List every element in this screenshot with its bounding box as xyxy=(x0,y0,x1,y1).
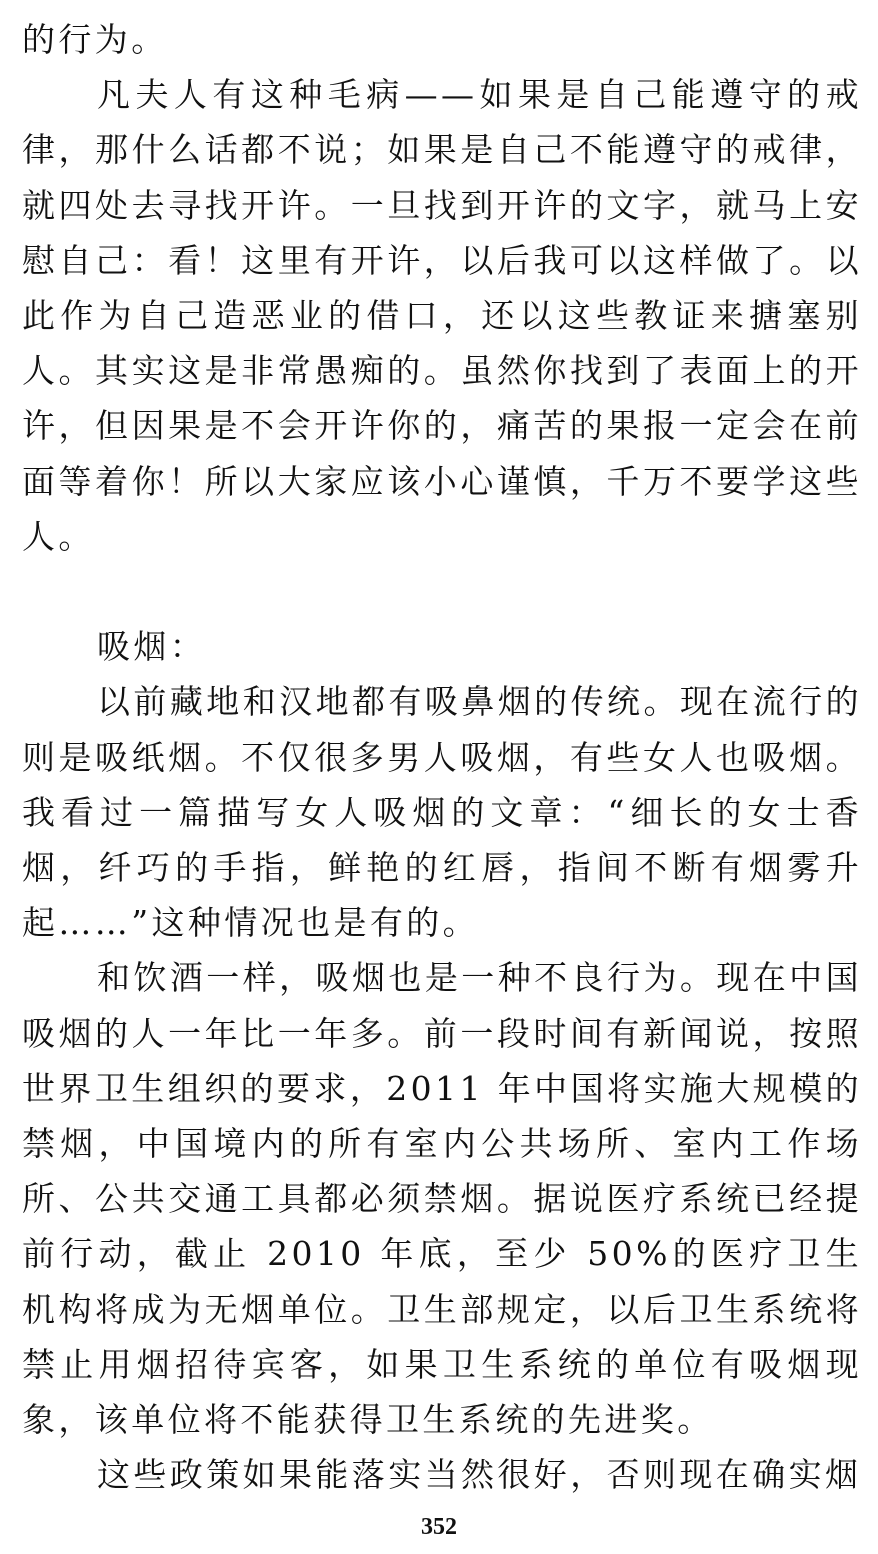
section-heading-smoking: 吸烟： xyxy=(97,627,207,667)
paragraph-snuff-tradition: 以前藏地和汉地都有吸鼻烟的传统。现在流行的则是吸纸烟。不仅很多男人吸烟，有些女人也吸烟。我看过一篇描写女人吸烟的文章：“细长的女士香烟，纤巧的手指，鲜艳的红唇，指间不断有烟雾升起……”这种情况也是有的。 xyxy=(22,682,862,943)
body-text xyxy=(22,12,862,1502)
paragraph-smoking-policy: 和饮酒一样，吸烟也是一种不良行为。现在中国吸烟的人一年比一年多。前一段时间有新闻说，按照世界卫生组织的要求，2011 年中国将实施大规模的禁烟，中国境内的所有室内公共场所、室内工作场所、公共交通工具都必须禁烟。据说医疗系统已经提前行动，截止 2010 年底，至少 50%的医疗卫生机构将成为无烟单位。卫生部规定，以后卫生系统将禁止用烟招待宾客，如果卫生系统的单位有吸烟现象，该单位将不能获得卫生系统的先进奖。 xyxy=(22,958,862,1440)
paragraph-continuation: 的行为。 xyxy=(22,20,168,59)
section-gap xyxy=(22,564,862,619)
page-number: 352 xyxy=(421,1514,457,1540)
paragraph-policy-outcome: 这些政策如果能落实当然很好，否则现在确实烟 xyxy=(97,1455,862,1495)
paragraph-precepts: 凡夫人有这种毛病——如果是自己能遵守的戒律，那什么话都不说；如果是自己不能遵守的戒律，就四处去寻找开许。一旦找到开许的文字，就马上安慰自己：看！这里有开许，以后我可以这样做了。以此作为自己造恶业的借口，还以这些教证来搪塞别人。其实这是非常愚痴的。虽然你找到了表面上的开许，但因果是不会开许你的，痛苦的果报一定会在前面等着你！所以大家应该小心谨慎，千万不要学这些人。 xyxy=(22,75,862,556)
